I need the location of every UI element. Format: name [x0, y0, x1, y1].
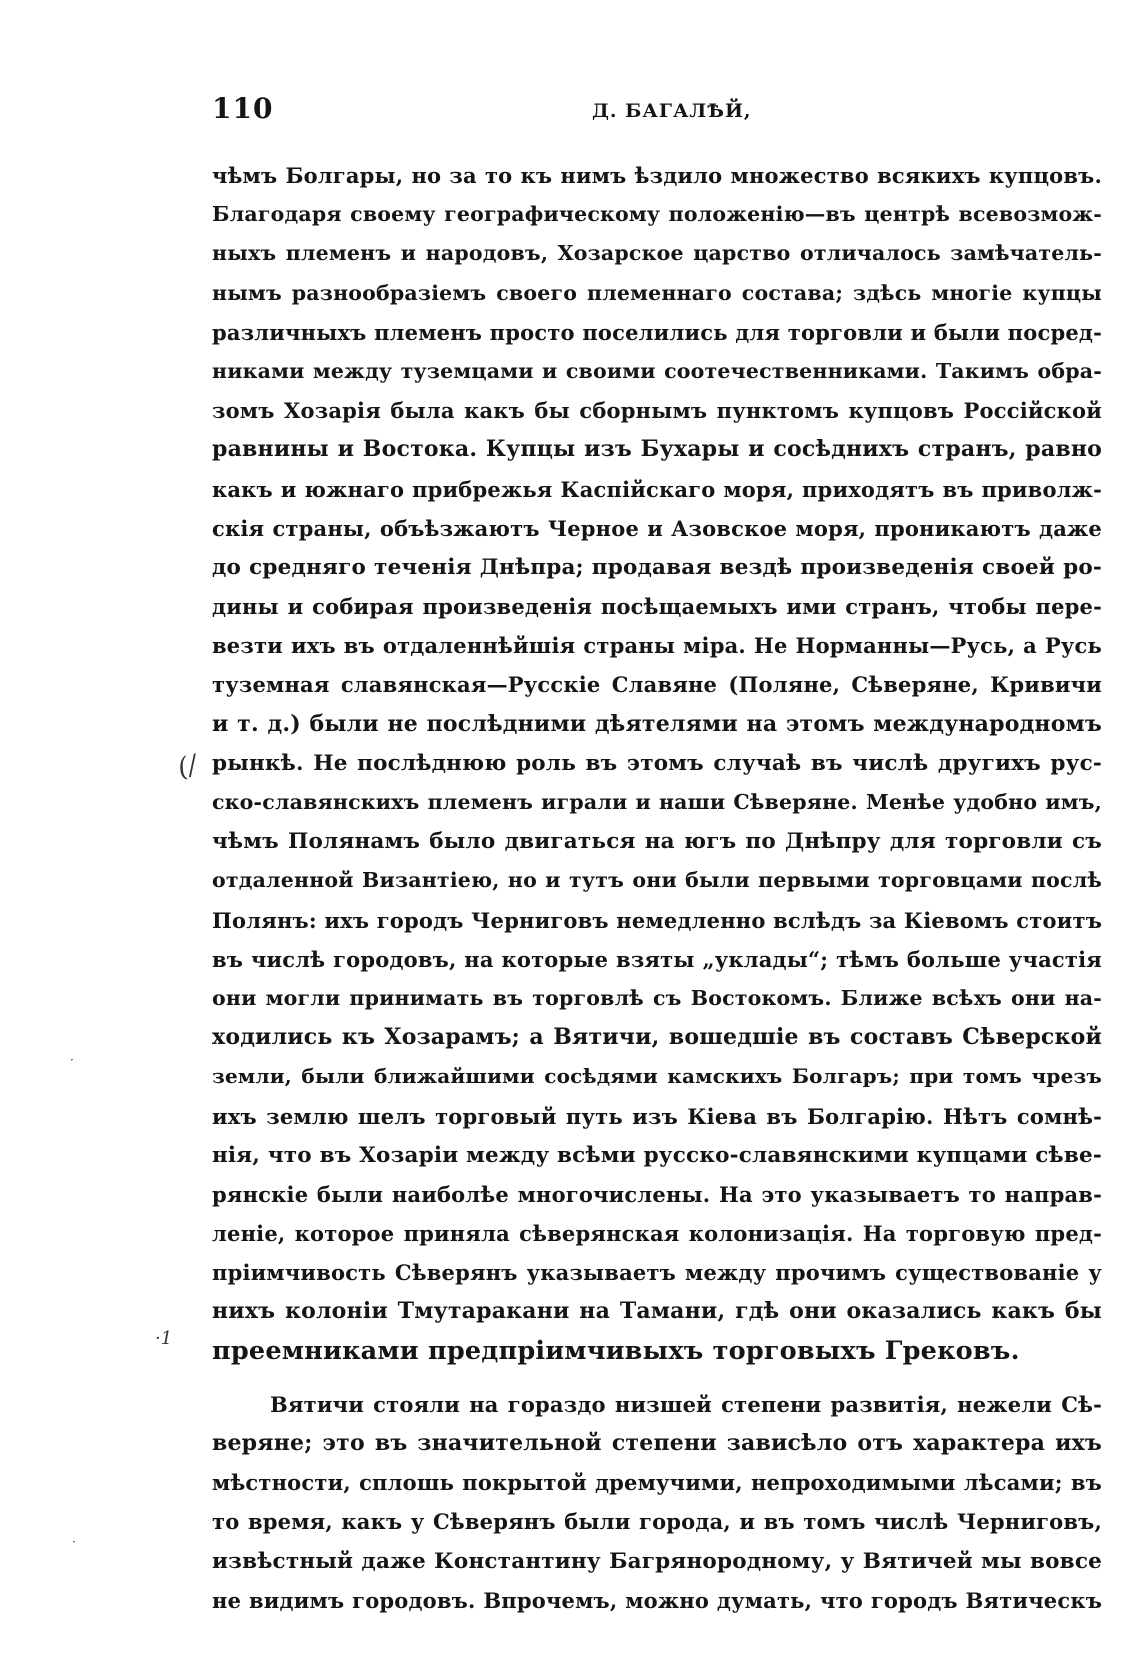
text-line: различныхъ племенъ просто поселились для торговли и были посред- [212, 319, 1102, 345]
text-line: нія, что въ Хозаріи между всѣми русско-славянскими купцами сѣве- [212, 1142, 1102, 1168]
text-line: туземная славянская—Русскіе Славяне (Поляне, Сѣверяне, Кривичи [212, 672, 1102, 698]
margin-pencil-mark: ·1 [155, 1328, 173, 1349]
text-line: нихъ колоніи Тмутаракани на Тамани, гдѣ они оказались какъ бы [212, 1298, 1102, 1325]
text-line: никами между туземцами и своими соотечественниками. Такимъ обра- [212, 358, 1102, 383]
text-line: какъ и южнаго прибрежья Каспійскаго моря, приходятъ въ приволж- [212, 476, 1102, 502]
text-line: преемниками предпріимчивыхъ торговыхъ Грековъ. [212, 1335, 1020, 1366]
text-line: скія страны, объѣзжаютъ Черное и Азовское моря, проникаютъ даже [212, 515, 1102, 541]
text-line: Вятичи стояли на гораздо низшей степени развитія, нежели Сѣ- [270, 1391, 1102, 1417]
text-line: чѣмъ Полянамъ было двигаться на югъ по Днѣпру для торговли съ [212, 829, 1102, 855]
text-line: равнины и Востока. Купцы изъ Бухары и сосѣднихъ странъ, равно [212, 436, 1102, 463]
text-line: и т. д.) были не послѣдними дѣятелями на этомъ международномъ [212, 710, 1102, 737]
text-line: до средняго теченія Днѣпра; продавая вездѣ произведенія своей ро- [212, 554, 1102, 580]
margin-dot-mark: · [72, 1535, 76, 1549]
text-line: ихъ землю шелъ торговый путь изъ Кіева въ Болгарію. Нѣтъ сомнѣ- [212, 1103, 1102, 1129]
text-line: рянскіе были наиболѣе многочислены. На это указываетъ то направ- [212, 1181, 1102, 1207]
text-line: леніе, которое приняла сѣверянская колонизація. На торговую пред- [212, 1221, 1102, 1247]
page-number: 110 [212, 92, 274, 125]
text-line: пріимчивость Сѣверянъ указываетъ между прочимъ существованіе у [212, 1260, 1102, 1286]
text-line: они могли принимать въ торговлѣ съ Востокомъ. Ближе всѣхъ они на- [212, 985, 1102, 1010]
page-header [212, 92, 1102, 132]
text-line: извѣстный даже Константину Багрянородному, у Вятичей мы вовсе [212, 1548, 1102, 1574]
text-line: ходились къ Хозарамъ; а Вятичи, вошедшіе въ составъ Сѣверской [212, 1024, 1102, 1051]
text-line: Полянъ: ихъ городъ Черниговъ немедленно вслѣдъ за Кіевомъ стоитъ [212, 907, 1102, 933]
margin-pencil-mark: (/ [174, 750, 201, 784]
margin-dot-mark: · [70, 1053, 74, 1067]
text-line: чѣмъ Болгары, но за то къ нимъ ѣздило множество всякихъ купцовъ. [212, 163, 1102, 188]
text-line: земли, были ближайшими сосѣдями камскихъ Болгаръ; при томъ чрезъ [212, 1064, 1102, 1089]
text-line: Благодаря своему географическому положенію—въ центрѣ всевозмож- [212, 202, 1102, 227]
text-line: рынкѣ. Не послѣднюю роль въ этомъ случаѣ въ числѣ другихъ рус- [212, 750, 1102, 776]
text-line: зомъ Хозарія была какъ бы сборнымъ пунктомъ купцовъ Россійской [212, 398, 1102, 424]
text-line: въ числѣ городовъ, на которые взяты „уклады“; тѣмъ больше участія [212, 946, 1102, 972]
running-head: Д. БАГАЛѢЙ, [592, 100, 752, 122]
text-line: отдаленной Византіею, но и тутъ они были первыми торговцами послѣ [212, 868, 1102, 893]
text-line: ско-славянскихъ племенъ играли и наши Сѣверяне. Менѣе удобно имъ, [212, 790, 1102, 814]
text-line: мѣстности, сплошь покрытой дремучими, непроходимыми лѣсами; въ [212, 1470, 1102, 1496]
text-line: веряне; это въ значительной степени зависѣло отъ характера ихъ [212, 1430, 1102, 1456]
text-line: то время, какъ у Сѣверянъ были города, и въ томъ числѣ Черниговъ, [212, 1509, 1102, 1535]
text-line: ныхъ племенъ и народовъ, Хозарское царство отличалось замѣчатель- [212, 241, 1102, 266]
text-line: везти ихъ въ отдаленнѣйшія страны міра. Не Норманны—Русь, а Русь [212, 633, 1102, 659]
body-text [212, 156, 1102, 1620]
text-line: не видимъ городовъ. Впрочемъ, можно думать, что городъ Вятическъ [212, 1587, 1102, 1613]
paragraph-2 [212, 1385, 1102, 1620]
text-line: нымъ разнообразіемъ своего племеннаго состава; здѣсь многіе купцы [212, 280, 1102, 305]
text-line: дины и собирая произведенія посѣщаемыхъ ими странъ, чтобы пере- [212, 594, 1102, 620]
paragraph-1 [212, 156, 1102, 1371]
